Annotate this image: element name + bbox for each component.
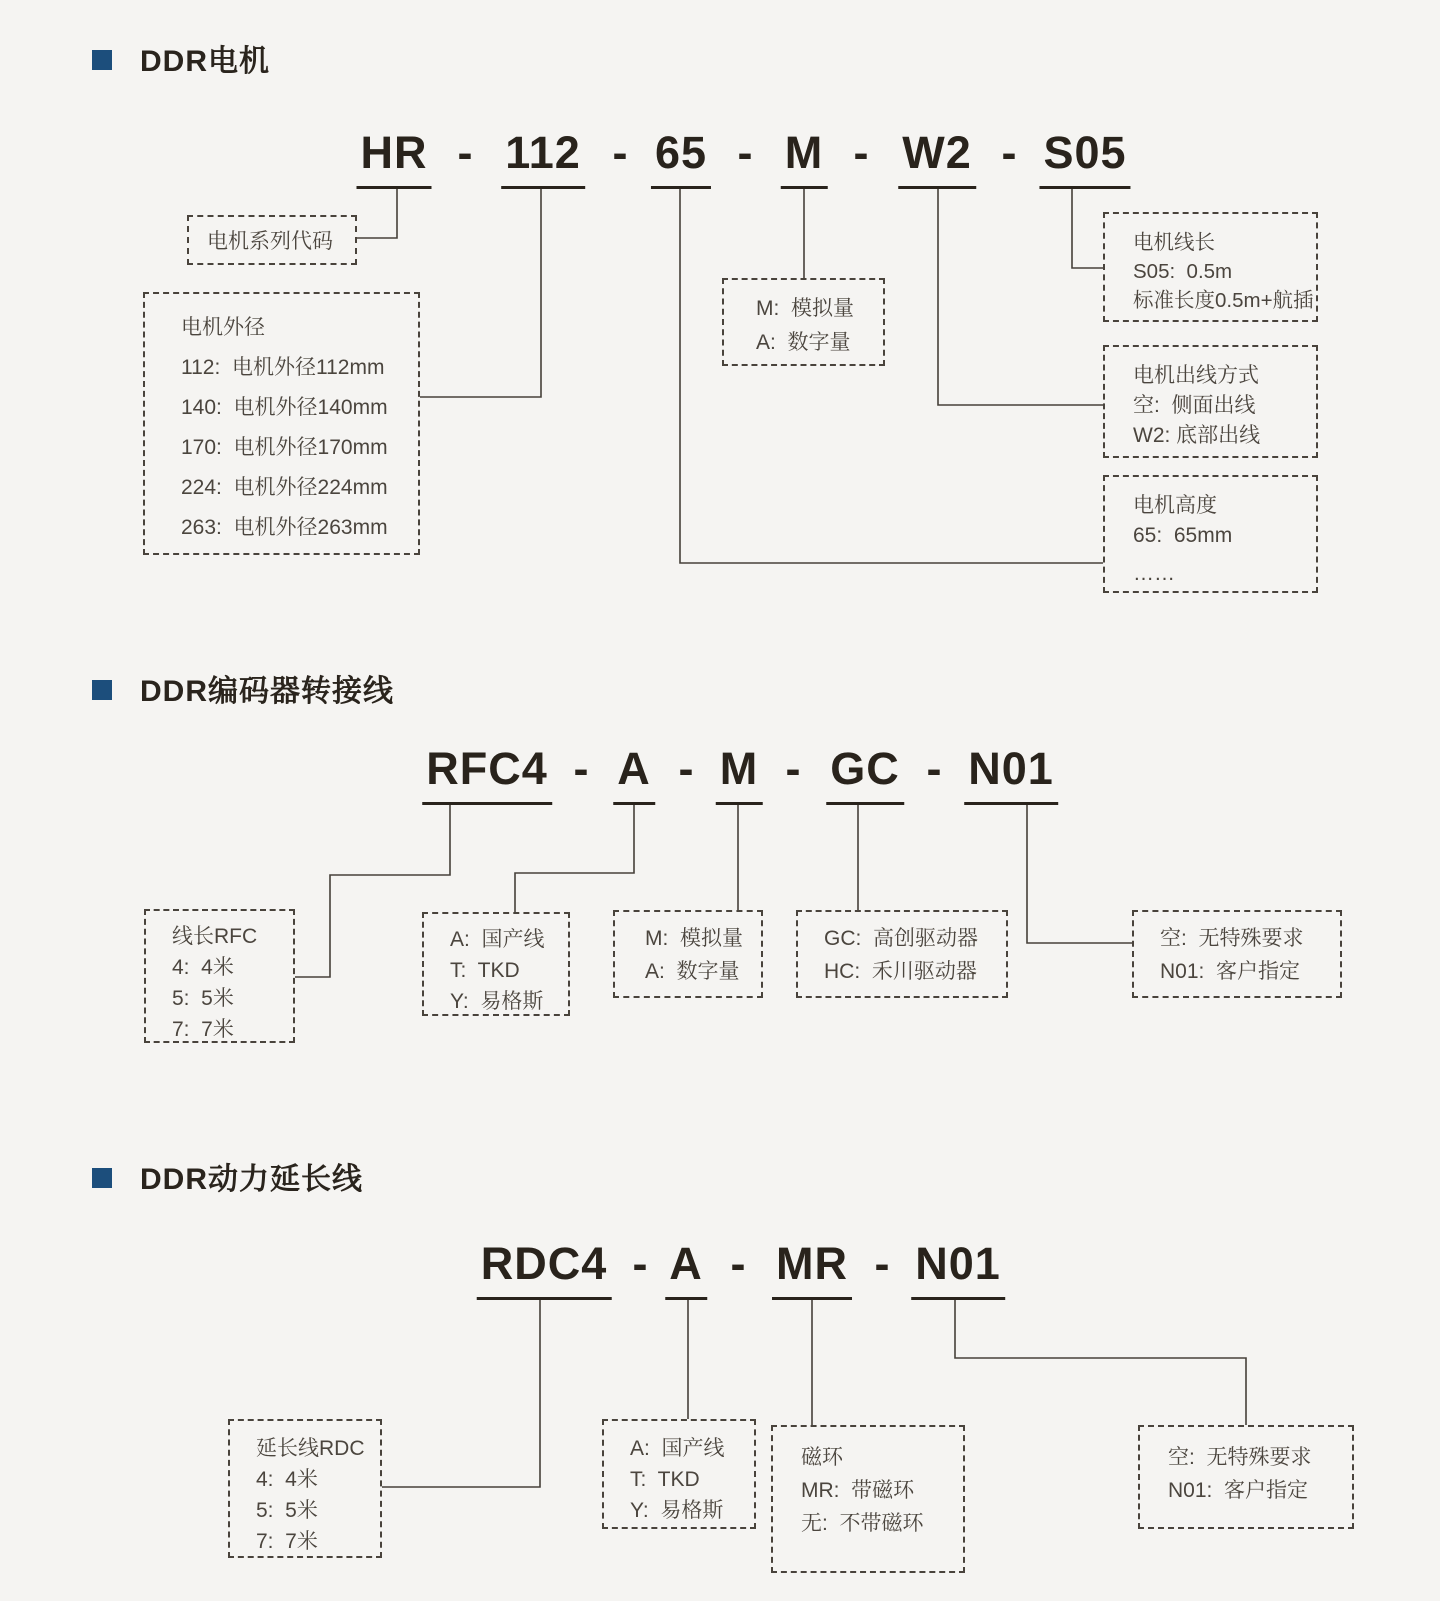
legend-line: Y: 易格斯 bbox=[630, 1499, 724, 1522]
model-segment-rdc: RDC4 bbox=[477, 1239, 612, 1300]
legend-line: 电机线长 bbox=[1133, 231, 1215, 254]
section-2-title: DDR编码器转接线 bbox=[140, 675, 394, 708]
legend-line: A: 数字量 bbox=[645, 960, 740, 983]
legend-box-cable-brand bbox=[422, 912, 570, 1016]
legend-box-rdc-length bbox=[228, 1419, 382, 1558]
legend-line: 线长RFC bbox=[172, 925, 258, 948]
legend-line: M: 模拟量 bbox=[756, 297, 854, 320]
legend-box-cable-length bbox=[1103, 212, 1318, 322]
model-segment-special: N01 bbox=[911, 1239, 1005, 1300]
model-segment-special: N01 bbox=[964, 744, 1058, 805]
model-dash: - bbox=[1001, 127, 1017, 178]
legend-line: 空: 侧面出线 bbox=[1133, 394, 1256, 417]
legend-line: 4: 4米 bbox=[172, 956, 234, 979]
legend-line: 无: 不带磁环 bbox=[801, 1512, 924, 1535]
legend-line: A: 数字量 bbox=[756, 331, 851, 354]
model-dash: - bbox=[632, 1238, 648, 1289]
model-segment-cable: S05 bbox=[1039, 128, 1130, 189]
legend-line: 电机外径 bbox=[181, 316, 265, 339]
model-dash: - bbox=[853, 127, 869, 178]
legend-line: T: TKD bbox=[450, 959, 520, 982]
section-3-title: DDR动力延长线 bbox=[140, 1163, 363, 1196]
model-segment-brand: A bbox=[665, 1239, 707, 1300]
legend-box-special bbox=[1132, 910, 1342, 998]
legend-line: 7: 7米 bbox=[172, 1018, 234, 1041]
legend-line: S05: 0.5m bbox=[1133, 260, 1233, 283]
legend-line: M: 模拟量 bbox=[645, 927, 743, 950]
legend-box-signal bbox=[722, 278, 885, 366]
model-dash: - bbox=[874, 1238, 890, 1289]
legend-line: Y: 易格斯 bbox=[450, 990, 544, 1013]
model-segment-signal: M bbox=[716, 744, 763, 805]
legend-line: 标准长度0.5m+航插 bbox=[1133, 289, 1314, 312]
model-segment-outlet: W2 bbox=[898, 128, 976, 189]
section-bullet-icon bbox=[92, 50, 112, 70]
legend-line: N01: 客户指定 bbox=[1160, 960, 1301, 983]
legend-line: 延长线RDC bbox=[256, 1437, 365, 1460]
model-segment-signal: M bbox=[781, 128, 828, 189]
model-segment-driver: GC bbox=[826, 744, 904, 805]
legend-line: 电机出线方式 bbox=[1133, 364, 1259, 387]
legend-box-special bbox=[1138, 1425, 1354, 1529]
section-bullet-icon bbox=[92, 1168, 112, 1188]
legend-box-cable-brand bbox=[602, 1419, 756, 1529]
legend-line: …… bbox=[1133, 562, 1175, 585]
legend-line: 电机高度 bbox=[1133, 494, 1217, 517]
legend-box-rfc-length bbox=[144, 909, 295, 1043]
legend-line: 5: 5米 bbox=[256, 1499, 318, 1522]
legend-line: 空: 无特殊要求 bbox=[1160, 927, 1304, 950]
legend-line: GC: 高创驱动器 bbox=[824, 927, 979, 950]
legend-line: 170: 电机外径170mm bbox=[181, 436, 388, 459]
legend-line: MR: 带磁环 bbox=[801, 1479, 915, 1502]
legend-line: 263: 电机外径263mm bbox=[181, 516, 388, 539]
legend-line: A: 国产线 bbox=[630, 1437, 725, 1460]
legend-line: 112: 电机外径112mm bbox=[181, 356, 385, 379]
section-bullet-icon bbox=[92, 680, 112, 700]
legend-line: N01: 客户指定 bbox=[1168, 1479, 1309, 1502]
legend-line: 磁环 bbox=[801, 1446, 843, 1469]
model-dash: - bbox=[737, 127, 753, 178]
legend-line: 电机系列代码 bbox=[207, 230, 333, 253]
model-dash: - bbox=[785, 743, 801, 794]
legend-box-diameter bbox=[143, 292, 420, 555]
legend-box-motor-height bbox=[1103, 475, 1318, 593]
legend-line: T: TKD bbox=[630, 1468, 700, 1491]
model-dash: - bbox=[678, 743, 694, 794]
model-dash: - bbox=[612, 127, 628, 178]
legend-box-magnet-ring bbox=[771, 1425, 965, 1573]
model-dash: - bbox=[457, 127, 473, 178]
legend-line: 140: 电机外径140mm bbox=[181, 396, 388, 419]
model-segment-diameter: 112 bbox=[501, 128, 585, 189]
legend-line: 空: 无特殊要求 bbox=[1168, 1446, 1312, 1469]
legend-line: A: 国产线 bbox=[450, 928, 545, 951]
legend-line: 4: 4米 bbox=[256, 1468, 318, 1491]
model-segment-rfc: RFC4 bbox=[422, 744, 552, 805]
model-segment-ring: MR bbox=[772, 1239, 852, 1300]
legend-box-series bbox=[187, 215, 357, 265]
section-1-title: DDR电机 bbox=[140, 45, 270, 78]
legend-line: 65: 65mm bbox=[1133, 524, 1233, 547]
model-dash: - bbox=[573, 743, 589, 794]
legend-box-outlet bbox=[1103, 345, 1318, 458]
legend-box-signal bbox=[613, 910, 763, 998]
model-segment-height: 65 bbox=[651, 128, 711, 189]
model-segment-brand: A bbox=[613, 744, 655, 805]
legend-line: 5: 5米 bbox=[172, 987, 234, 1010]
model-dash: - bbox=[730, 1238, 746, 1289]
legend-line: 7: 7米 bbox=[256, 1530, 318, 1553]
legend-line: HC: 禾川驱动器 bbox=[824, 960, 977, 983]
model-segment-series: HR bbox=[357, 128, 432, 189]
legend-line: W2: 底部出线 bbox=[1133, 424, 1261, 447]
legend-box-driver bbox=[796, 910, 1008, 998]
legend-line: 224: 电机外径224mm bbox=[181, 476, 388, 499]
model-dash: - bbox=[926, 743, 942, 794]
